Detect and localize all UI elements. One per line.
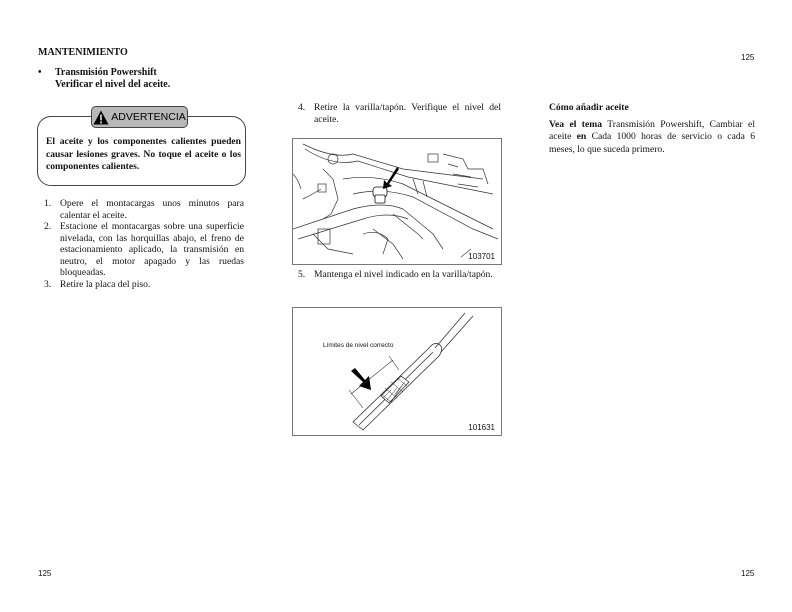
add-oil-heading: Cómo añadir aceite <box>549 102 629 113</box>
steps-list-2 <box>298 102 501 125</box>
warning-label: ADVERTENCIA <box>111 111 186 123</box>
bullet-marker: • <box>38 67 42 78</box>
interval-text: Cada 1000 horas de servicio o cada 6 meses, lo que suceda primero. <box>549 131 755 155</box>
add-oil-text <box>549 119 755 157</box>
add-oil-section <box>549 102 755 156</box>
see-topic-label: Vea el tema <box>549 118 603 130</box>
step-3 <box>44 279 244 291</box>
en-label: en <box>576 131 587 142</box>
bullet-line-2: Verificar el nivel del aceite. <box>55 79 171 90</box>
warning-triangle-icon <box>93 110 109 125</box>
warning-text: El aceite y los componentes calientes pueden causar lesiones graves. No toque el aceite o los componentes calientes. <box>46 136 241 172</box>
step-text: Retire la placa del piso. <box>60 278 151 290</box>
step-number: 2. <box>44 221 52 232</box>
warning-badge <box>91 106 188 128</box>
figure-id: 101631 <box>468 423 495 432</box>
page-number-right: 125 <box>741 569 755 578</box>
step-4 <box>298 102 501 125</box>
engine-figure <box>292 138 502 265</box>
step-number: 3. <box>44 278 52 290</box>
dipstick-level-label: Límites de nivel correcto <box>323 342 394 349</box>
step-number: 4. <box>298 102 306 113</box>
step-text: Estacione el montacargas sobre una superficie nivelada, con las horquillas abajo, el freno de estacionamiento aplicado, la transmisión en neutro, el motor apagado y las ruedas bloqueadas. <box>60 221 244 278</box>
section-title: MANTENIMIENTO <box>38 47 128 58</box>
bullet-topic <box>38 67 258 93</box>
steps-list-1 <box>44 198 244 290</box>
topic-link: Transmisión Powershift, Cambiar el aceite <box>549 118 755 142</box>
bullet-line-1: Transmisión Powershift <box>55 67 157 78</box>
page-number-top: 125 <box>741 53 755 62</box>
steps-list-3 <box>298 269 508 281</box>
step-number: 5. <box>298 269 306 280</box>
step-5 <box>298 269 508 281</box>
step-2 <box>44 221 244 279</box>
dipstick-figure <box>292 307 502 436</box>
dipstick-illustration <box>293 308 501 435</box>
page-number-left: 125 <box>38 569 52 578</box>
engine-illustration <box>293 139 501 264</box>
step-1 <box>44 198 244 221</box>
figure-id: 103701 <box>468 252 495 261</box>
step-text: Retire la varilla/tapón. Verifique el nivel del aceite. <box>314 102 501 125</box>
step-text: Mantenga el nivel indicado en la varilla/tapón. <box>314 269 493 280</box>
step-text: Opere el montacargas unos minutos para calentar el aceite. <box>60 198 244 221</box>
step-number: 1. <box>44 198 52 209</box>
